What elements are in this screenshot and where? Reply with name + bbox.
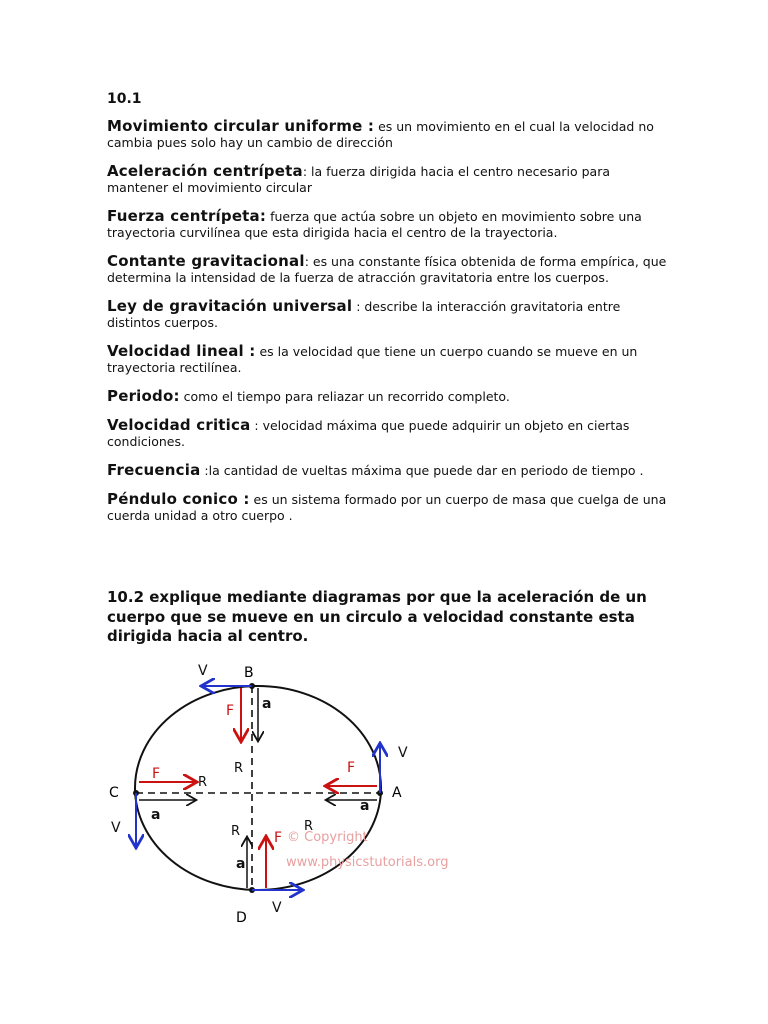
definition-item (107, 253, 667, 286)
point-c-label: C (109, 785, 119, 801)
accel-label-c: a (151, 807, 161, 823)
point-a-label: A (392, 785, 402, 801)
definition-item (107, 417, 667, 450)
radius-label-bottom: R (231, 824, 241, 839)
question-heading: 10.2 explique mediante diagramas por que la aceleración de un cuerpo que se mueve en un circulo a velocidad constante esta dirigida hacia al centro. (107, 588, 647, 645)
definition-term: Movimiento circular uniforme : (107, 117, 375, 135)
velocity-label-c: V (111, 820, 121, 836)
definition-item (107, 388, 667, 405)
definition-text: : describe la interacción gravitatoria entre distintos cuerpos. (107, 299, 621, 330)
definition-item (107, 163, 667, 196)
point-b-label: B (244, 665, 254, 681)
velocity-label-d: V (272, 900, 282, 916)
accel-label-b: a (262, 696, 272, 712)
radius-label-left: R (198, 775, 208, 790)
definition-text: fuerza que actúa sobre un objeto en movimiento sobre una trayectoria curvilínea que esta dirigida hacia el centro de la trayectoria. (107, 209, 642, 240)
definition-item (107, 462, 667, 479)
definition-text: : la fuerza dirigida hacia el centro necesario para mantener el movimiento circular (107, 164, 610, 195)
definition-term: Aceleración centrípeta (107, 162, 303, 180)
definition-item (107, 298, 667, 331)
definition-text: : velocidad máxima que puede adquirir un objeto en ciertas condiciones. (107, 418, 630, 449)
definition-text: como el tiempo para reliazar un recorrido completo. (179, 389, 510, 404)
section-number: 10.1 (107, 91, 142, 107)
definition-item (107, 491, 667, 524)
definition-text: es un movimiento en el cual la velocidad no cambia pues solo hay un cambio de dirección (107, 119, 654, 150)
circular-motion-diagram (100, 655, 470, 940)
definition-term: Velocidad lineal : (107, 342, 256, 360)
definition-term: Péndulo conico : (107, 490, 250, 508)
force-label-d: F (274, 830, 283, 846)
definition-term: Ley de gravitación universal (107, 297, 353, 315)
accel-label-a: a (360, 798, 370, 814)
definition-term: Frecuencia (107, 461, 201, 479)
accel-label-d: a (236, 856, 246, 872)
point-d-label: D (236, 910, 247, 926)
radius-label-top: R (234, 761, 244, 776)
definition-item (107, 343, 667, 376)
definition-item (107, 118, 667, 151)
force-label-c: F (152, 766, 161, 782)
force-label-a: F (347, 760, 356, 776)
definition-item (107, 208, 667, 241)
velocity-label-a: V (398, 745, 408, 761)
definition-term: Periodo: (107, 387, 180, 405)
velocity-label-b: V (198, 663, 208, 679)
force-label-b: F (226, 703, 235, 719)
watermark-copyright: © Copyright (287, 830, 368, 845)
radius-label-right: R (304, 819, 314, 834)
watermark-url: www.physicstutorials.org (286, 855, 449, 870)
definition-term: Velocidad critica (107, 416, 251, 434)
definition-term: Contante gravitacional (107, 252, 305, 270)
definition-text: es la velocidad que tiene un cuerpo cuando se mueve en un trayectoria rectilínea. (107, 344, 638, 375)
definition-text: :la cantidad de vueltas máxima que puede dar en periodo de tiempo . (200, 463, 644, 478)
definition-text: : es una constante física obtenida de forma empírica, que determina la intensidad de la fuerza de atracción gravitatoria entre los cuerpos. (107, 254, 667, 285)
definitions-list (107, 118, 667, 536)
definition-text: es un sistema formado por un cuerpo de masa que cuelga de una cuerda unidad a otro cuerpo . (107, 492, 667, 523)
definition-term: Fuerza centrípeta: (107, 207, 267, 225)
